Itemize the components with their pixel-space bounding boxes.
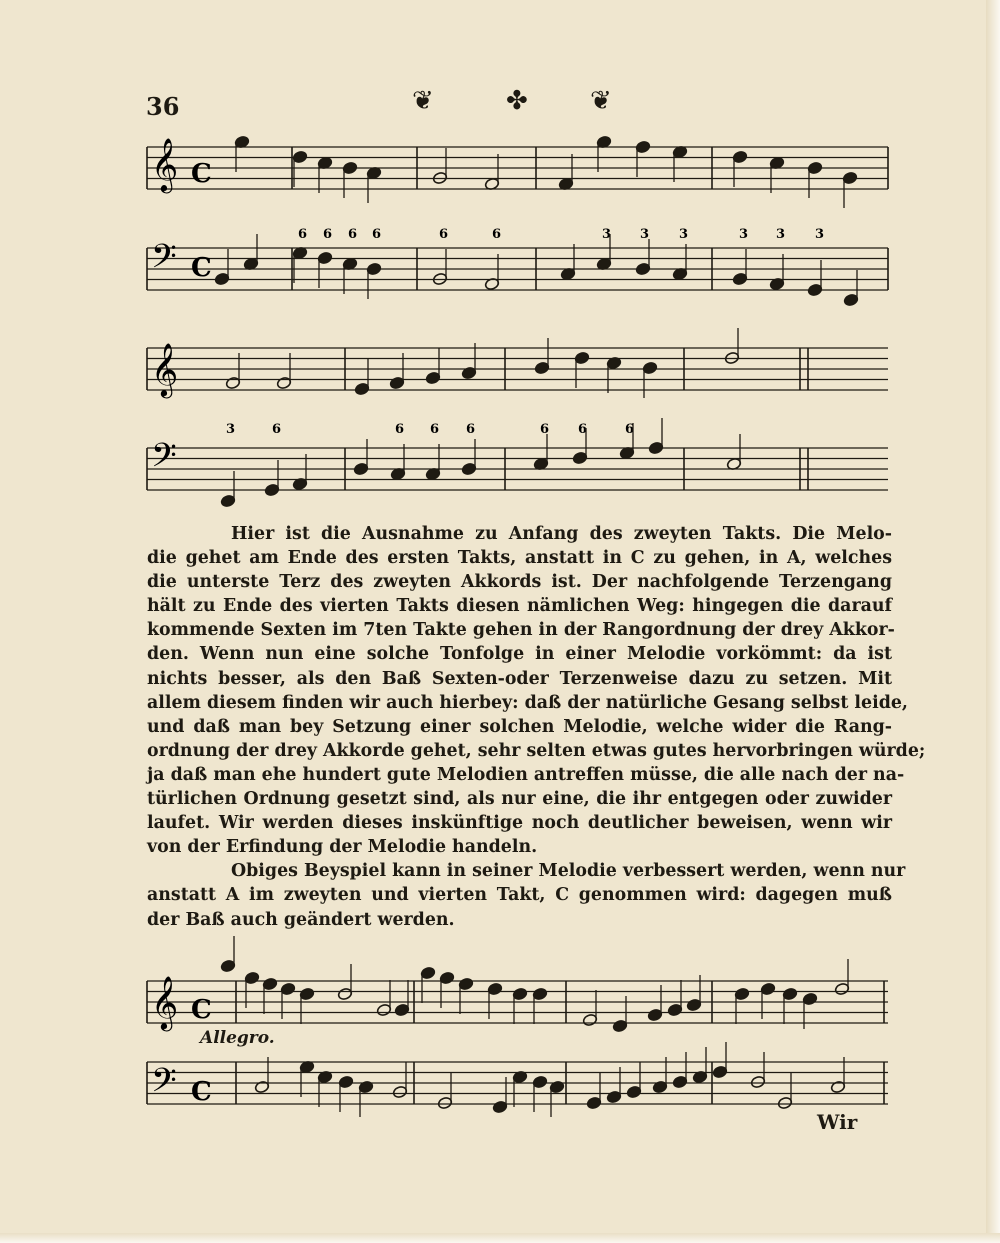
text-line: von der Erfindung der Melodie handeln. bbox=[147, 837, 538, 858]
figured-bass-number: 3 bbox=[226, 422, 236, 437]
page-number: 36 bbox=[146, 92, 180, 121]
bass-clef-icon: 𝄢 bbox=[151, 437, 177, 483]
catchword: Wir bbox=[817, 1110, 858, 1134]
text-line: ordnung der drey Akkorde gehet, sehr selten etwas gutes hervorbringen würde; bbox=[147, 740, 926, 761]
figured-bass-number: 6 bbox=[466, 422, 476, 437]
treble-clef-icon: 𝄞 bbox=[151, 137, 179, 191]
text-line: die gehet am Ende des ersten Takts, anstatt in C zu gehen, in A, welches bbox=[147, 548, 892, 569]
bass-clef-icon: 𝄢 bbox=[151, 1062, 177, 1108]
tempo-marking: Allegro. bbox=[200, 1028, 275, 1048]
bass-clef-icon: 𝄢 bbox=[151, 238, 177, 284]
figured-bass-number: 6 bbox=[540, 422, 550, 437]
treble-clef-icon: 𝄞 bbox=[151, 975, 179, 1029]
text-line: Hier ist die Ausnahme zu Anfang des zweyten Takts. Die Melo- bbox=[231, 524, 892, 544]
body-text bbox=[147, 522, 926, 932]
figured-bass-number: 6 bbox=[272, 422, 282, 437]
text-line: die unterste Terz des zweyten Akkords ist. Der nachfolgende Terzengang bbox=[147, 572, 892, 593]
figured-bass-number: 3 bbox=[640, 227, 650, 242]
text-line: laufet. Wir werden dieses inskünftige noch deutlicher beweisen, wenn wir bbox=[147, 813, 892, 834]
text-line: der Baß auch geändert werden. bbox=[147, 909, 455, 930]
text-line: türlichen Ordnung gesetzt sind, als nur eine, die ihr entgegen oder zuwider bbox=[147, 789, 892, 810]
text-line: allem diesem finden wir auch hierbey: daß der natürliche Gesang selbst leide, bbox=[147, 692, 908, 713]
figured-bass-number: 6 bbox=[298, 227, 308, 242]
time-signature: C bbox=[191, 995, 212, 1025]
figured-bass-number: 6 bbox=[625, 422, 635, 437]
figured-bass-number: 6 bbox=[323, 227, 333, 242]
time-signature: C bbox=[191, 1077, 212, 1107]
text-line: hält zu Ende des vierten Takts diesen nämlichen Weg: hingegen die darauf bbox=[147, 596, 892, 617]
figured-bass-number: 6 bbox=[578, 422, 588, 437]
figured-bass-number: 6 bbox=[395, 422, 405, 437]
text-line: Obiges Beyspiel kann in seiner Melodie verbessert werden, wenn nur bbox=[231, 861, 906, 882]
figured-bass-number: 3 bbox=[602, 227, 612, 242]
text-line: und daß man bey Setzung einer solchen Melodie, welche wider die Rang- bbox=[147, 716, 892, 737]
staff-bass-system2 bbox=[147, 448, 888, 490]
time-signature: C bbox=[191, 253, 212, 283]
figured-bass-number: 3 bbox=[776, 227, 786, 242]
text-line: nichts besser, als den Baß Sexten-oder Terzenweise dazu zu setzen. Mit bbox=[147, 668, 892, 689]
figured-bass-number: 6 bbox=[372, 227, 382, 242]
text-line: ja daß man ehe hundert gute Melodien antreffen müsse, die alle nach der na- bbox=[147, 764, 905, 785]
fleuron-ornament-icon: ✤ bbox=[506, 86, 528, 116]
time-signature: C bbox=[191, 159, 212, 189]
staff-treble-system2 bbox=[147, 348, 888, 390]
text-line: kommende Sexten im 7ten Takte gehen in der Rangordnung der drey Akkor- bbox=[147, 620, 895, 641]
paragraph bbox=[147, 522, 926, 859]
text-line: anstatt A im zweyten und vierten Takt, C genommen wird: dagegen muß bbox=[147, 885, 892, 906]
figured-bass-number: 6 bbox=[439, 227, 449, 242]
figured-bass-number: 3 bbox=[815, 227, 825, 242]
figured-bass-number: 3 bbox=[679, 227, 689, 242]
fleuron-ornament-icon: ❦ bbox=[590, 86, 612, 116]
text-line: den. Wenn nun eine solche Tonfolge in einer Melodie vorkömmt: da ist bbox=[147, 644, 892, 665]
figured-bass-number: 6 bbox=[348, 227, 358, 242]
treble-clef-icon: 𝄞 bbox=[151, 342, 179, 396]
figured-bass-number: 6 bbox=[492, 227, 502, 242]
fleuron-ornament-icon: ❦ bbox=[412, 86, 434, 116]
figured-bass-number: 6 bbox=[430, 422, 440, 437]
figured-bass-number: 3 bbox=[739, 227, 749, 242]
staff-treble-example2 bbox=[147, 981, 888, 1023]
paragraph bbox=[147, 859, 906, 931]
